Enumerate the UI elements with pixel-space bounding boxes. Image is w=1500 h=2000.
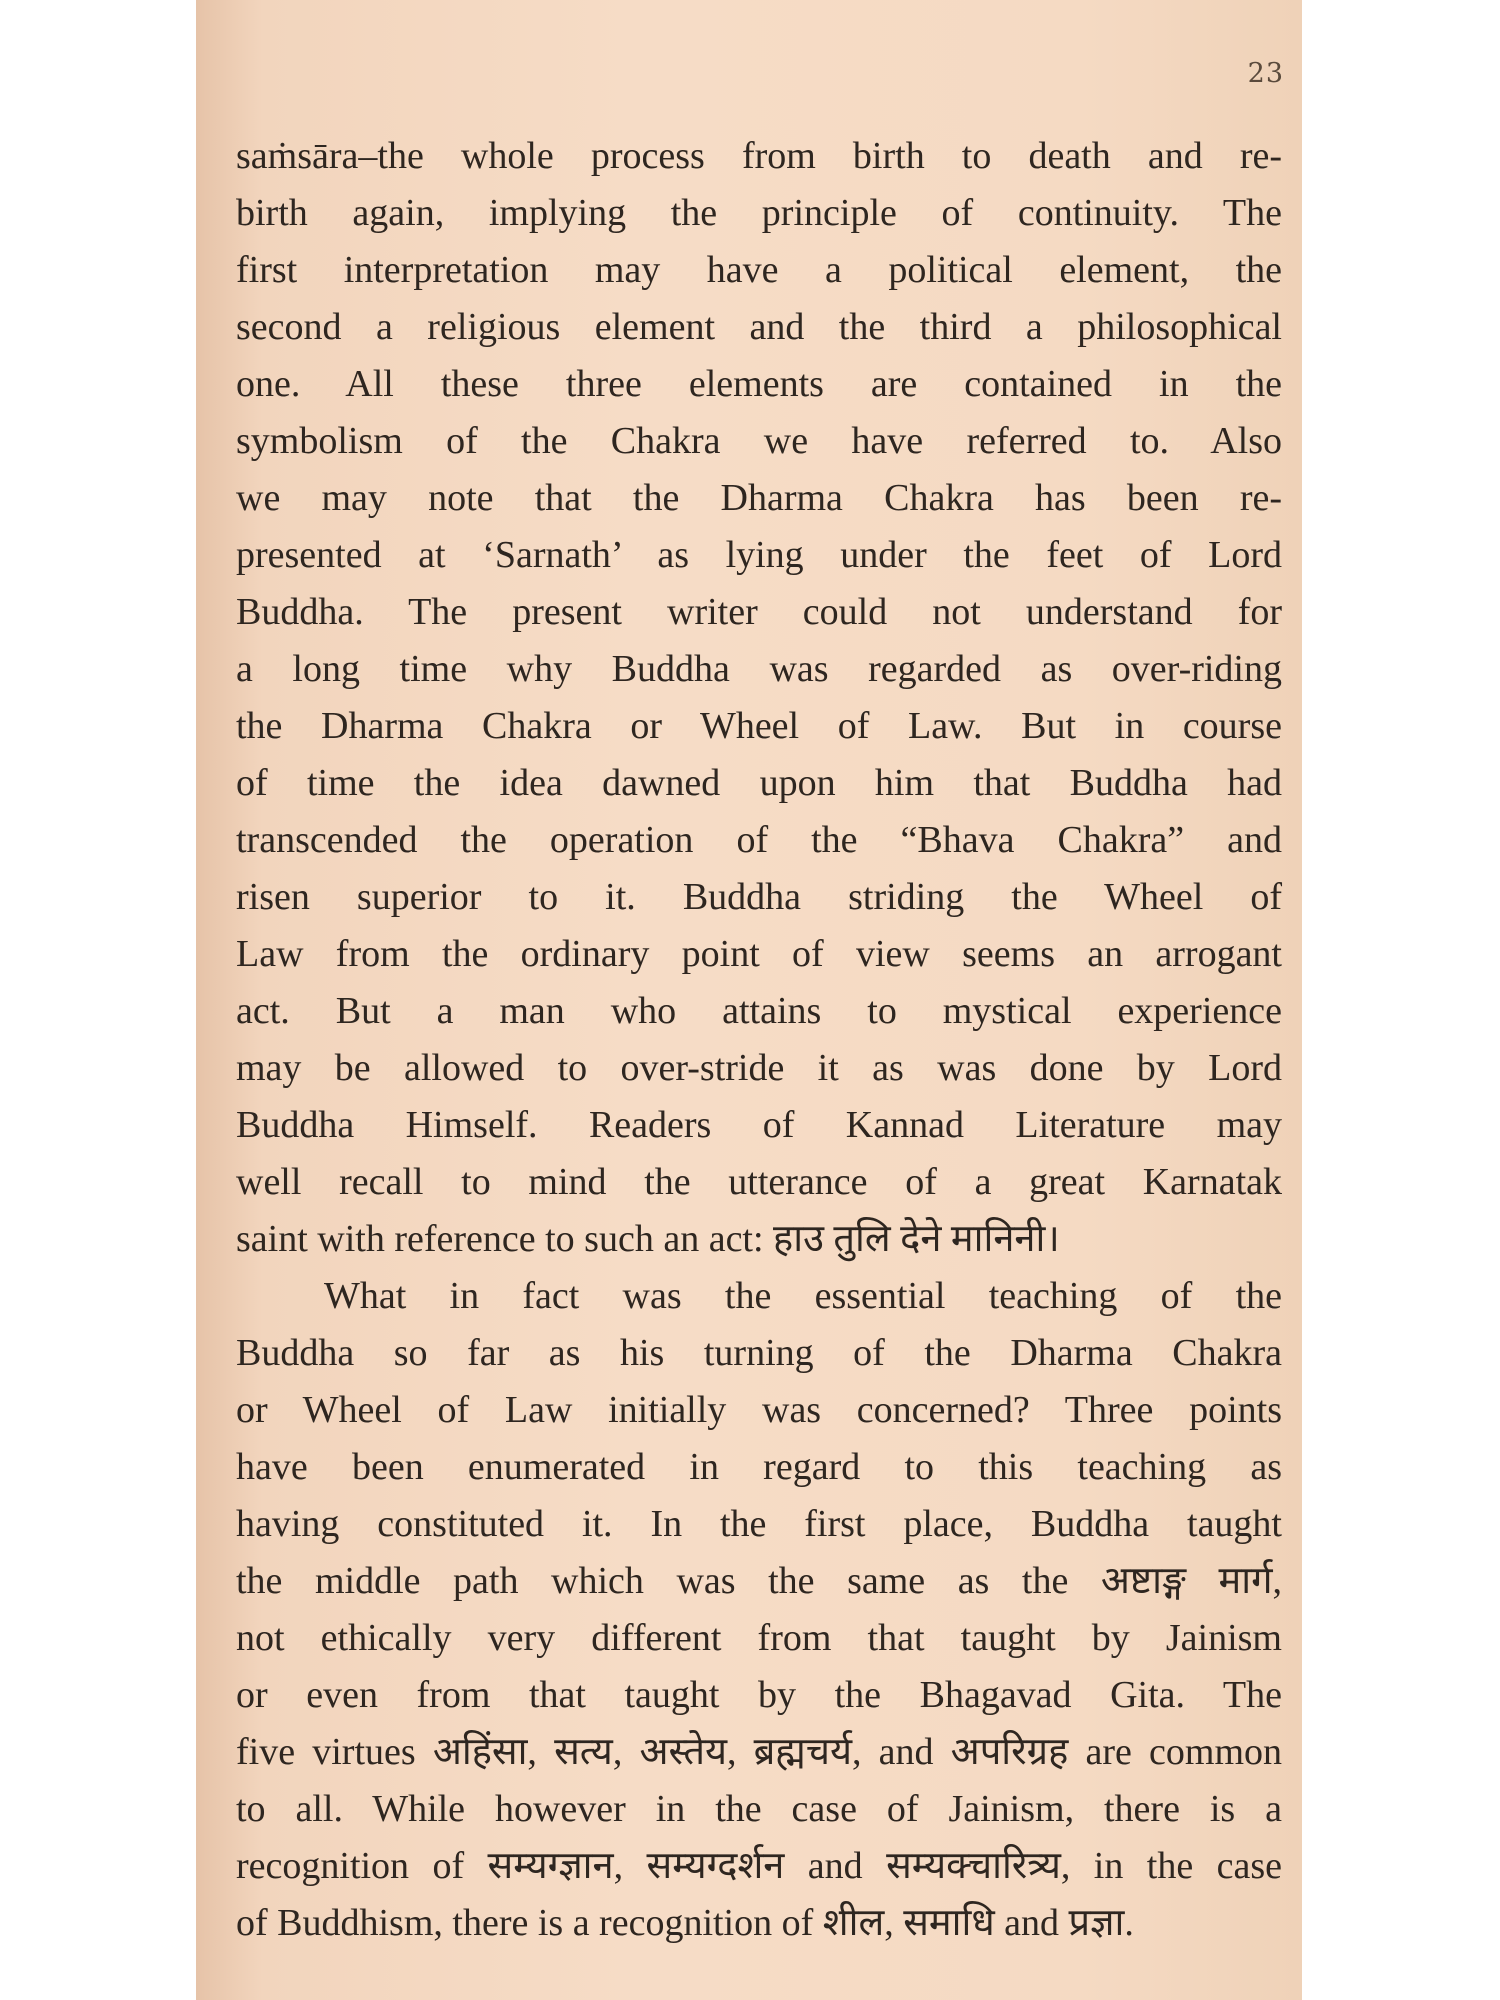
text-line: may be allowed to over-stride it as was done by Lord	[236, 1047, 1282, 1089]
text-line: birth again, implying the principle of continuity. The	[236, 192, 1282, 234]
text-line: of Buddhism, there is a recognition of शील, समाधि and प्रज्ञा.	[236, 1902, 1134, 1944]
text-line: Law from the ordinary point of view seems an arrogant	[236, 933, 1282, 975]
text-line: Buddha Himself. Readers of Kannad Literature may	[236, 1104, 1282, 1146]
paragraph-first-line: What in fact was the essential teaching of the	[324, 1275, 1282, 1317]
text-line: saint with reference to such an act: हाउ तुलि देने मानिनी।	[236, 1218, 1060, 1260]
text-line: or Wheel of Law initially was concerned? Three points	[236, 1389, 1282, 1431]
text-line: to all. While however in the case of Jainism, there is a	[236, 1788, 1282, 1830]
text-line: have been enumerated in regard to this teaching as	[236, 1446, 1282, 1488]
text-line: having constituted it. In the first place, Buddha taught	[236, 1503, 1282, 1545]
text-line: Buddha so far as his turning of the Dharma Chakra	[236, 1332, 1282, 1374]
text-line: risen superior to it. Buddha striding the Wheel of	[236, 876, 1282, 918]
text-line: not ethically very different from that taught by Jainism	[236, 1617, 1282, 1659]
text-line: transcended the operation of the “Bhava Chakra” and	[236, 819, 1282, 861]
text-line: symbolism of the Chakra we have referred to. Also	[236, 420, 1282, 462]
book-page	[196, 0, 1302, 2000]
text-line: we may note that the Dharma Chakra has been re-	[236, 477, 1282, 519]
text-line: the middle path which was the same as the अष्टाङ्ग मार्ग,	[236, 1560, 1282, 1602]
text-line: five virtues अहिंसा, सत्य, अस्तेय, ब्रह्मचर्य, and अपरिग्रह are common	[236, 1731, 1282, 1773]
text-line: act. But a man who attains to mystical experience	[236, 990, 1282, 1032]
text-line: of time the idea dawned upon him that Buddha had	[236, 762, 1282, 804]
text-line: first interpretation may have a political element, the	[236, 249, 1282, 291]
text-line: saṁsāra–the whole process from birth to death and re-	[236, 135, 1282, 177]
text-line: Buddha. The present writer could not understand for	[236, 591, 1282, 633]
text-line: the Dharma Chakra or Wheel of Law. But in course	[236, 705, 1282, 747]
text-line: or even from that taught by the Bhagavad Gita. The	[236, 1674, 1282, 1716]
page-body-text	[236, 128, 1282, 1952]
text-line: presented at ‘Sarnath’ as lying under the feet of Lord	[236, 534, 1282, 576]
text-line: second a religious element and the third a philosophical	[236, 306, 1282, 348]
text-line: well recall to mind the utterance of a great Karnatak	[236, 1161, 1282, 1203]
text-line: a long time why Buddha was regarded as over-riding	[236, 648, 1282, 690]
text-line: one. All these three elements are contained in the	[236, 363, 1282, 405]
page-number: 23	[1247, 58, 1284, 89]
text-line: recognition of सम्यग्ज्ञान, सम्यग्दर्शन and सम्यक्चारित्र्य, in the case	[236, 1845, 1282, 1887]
